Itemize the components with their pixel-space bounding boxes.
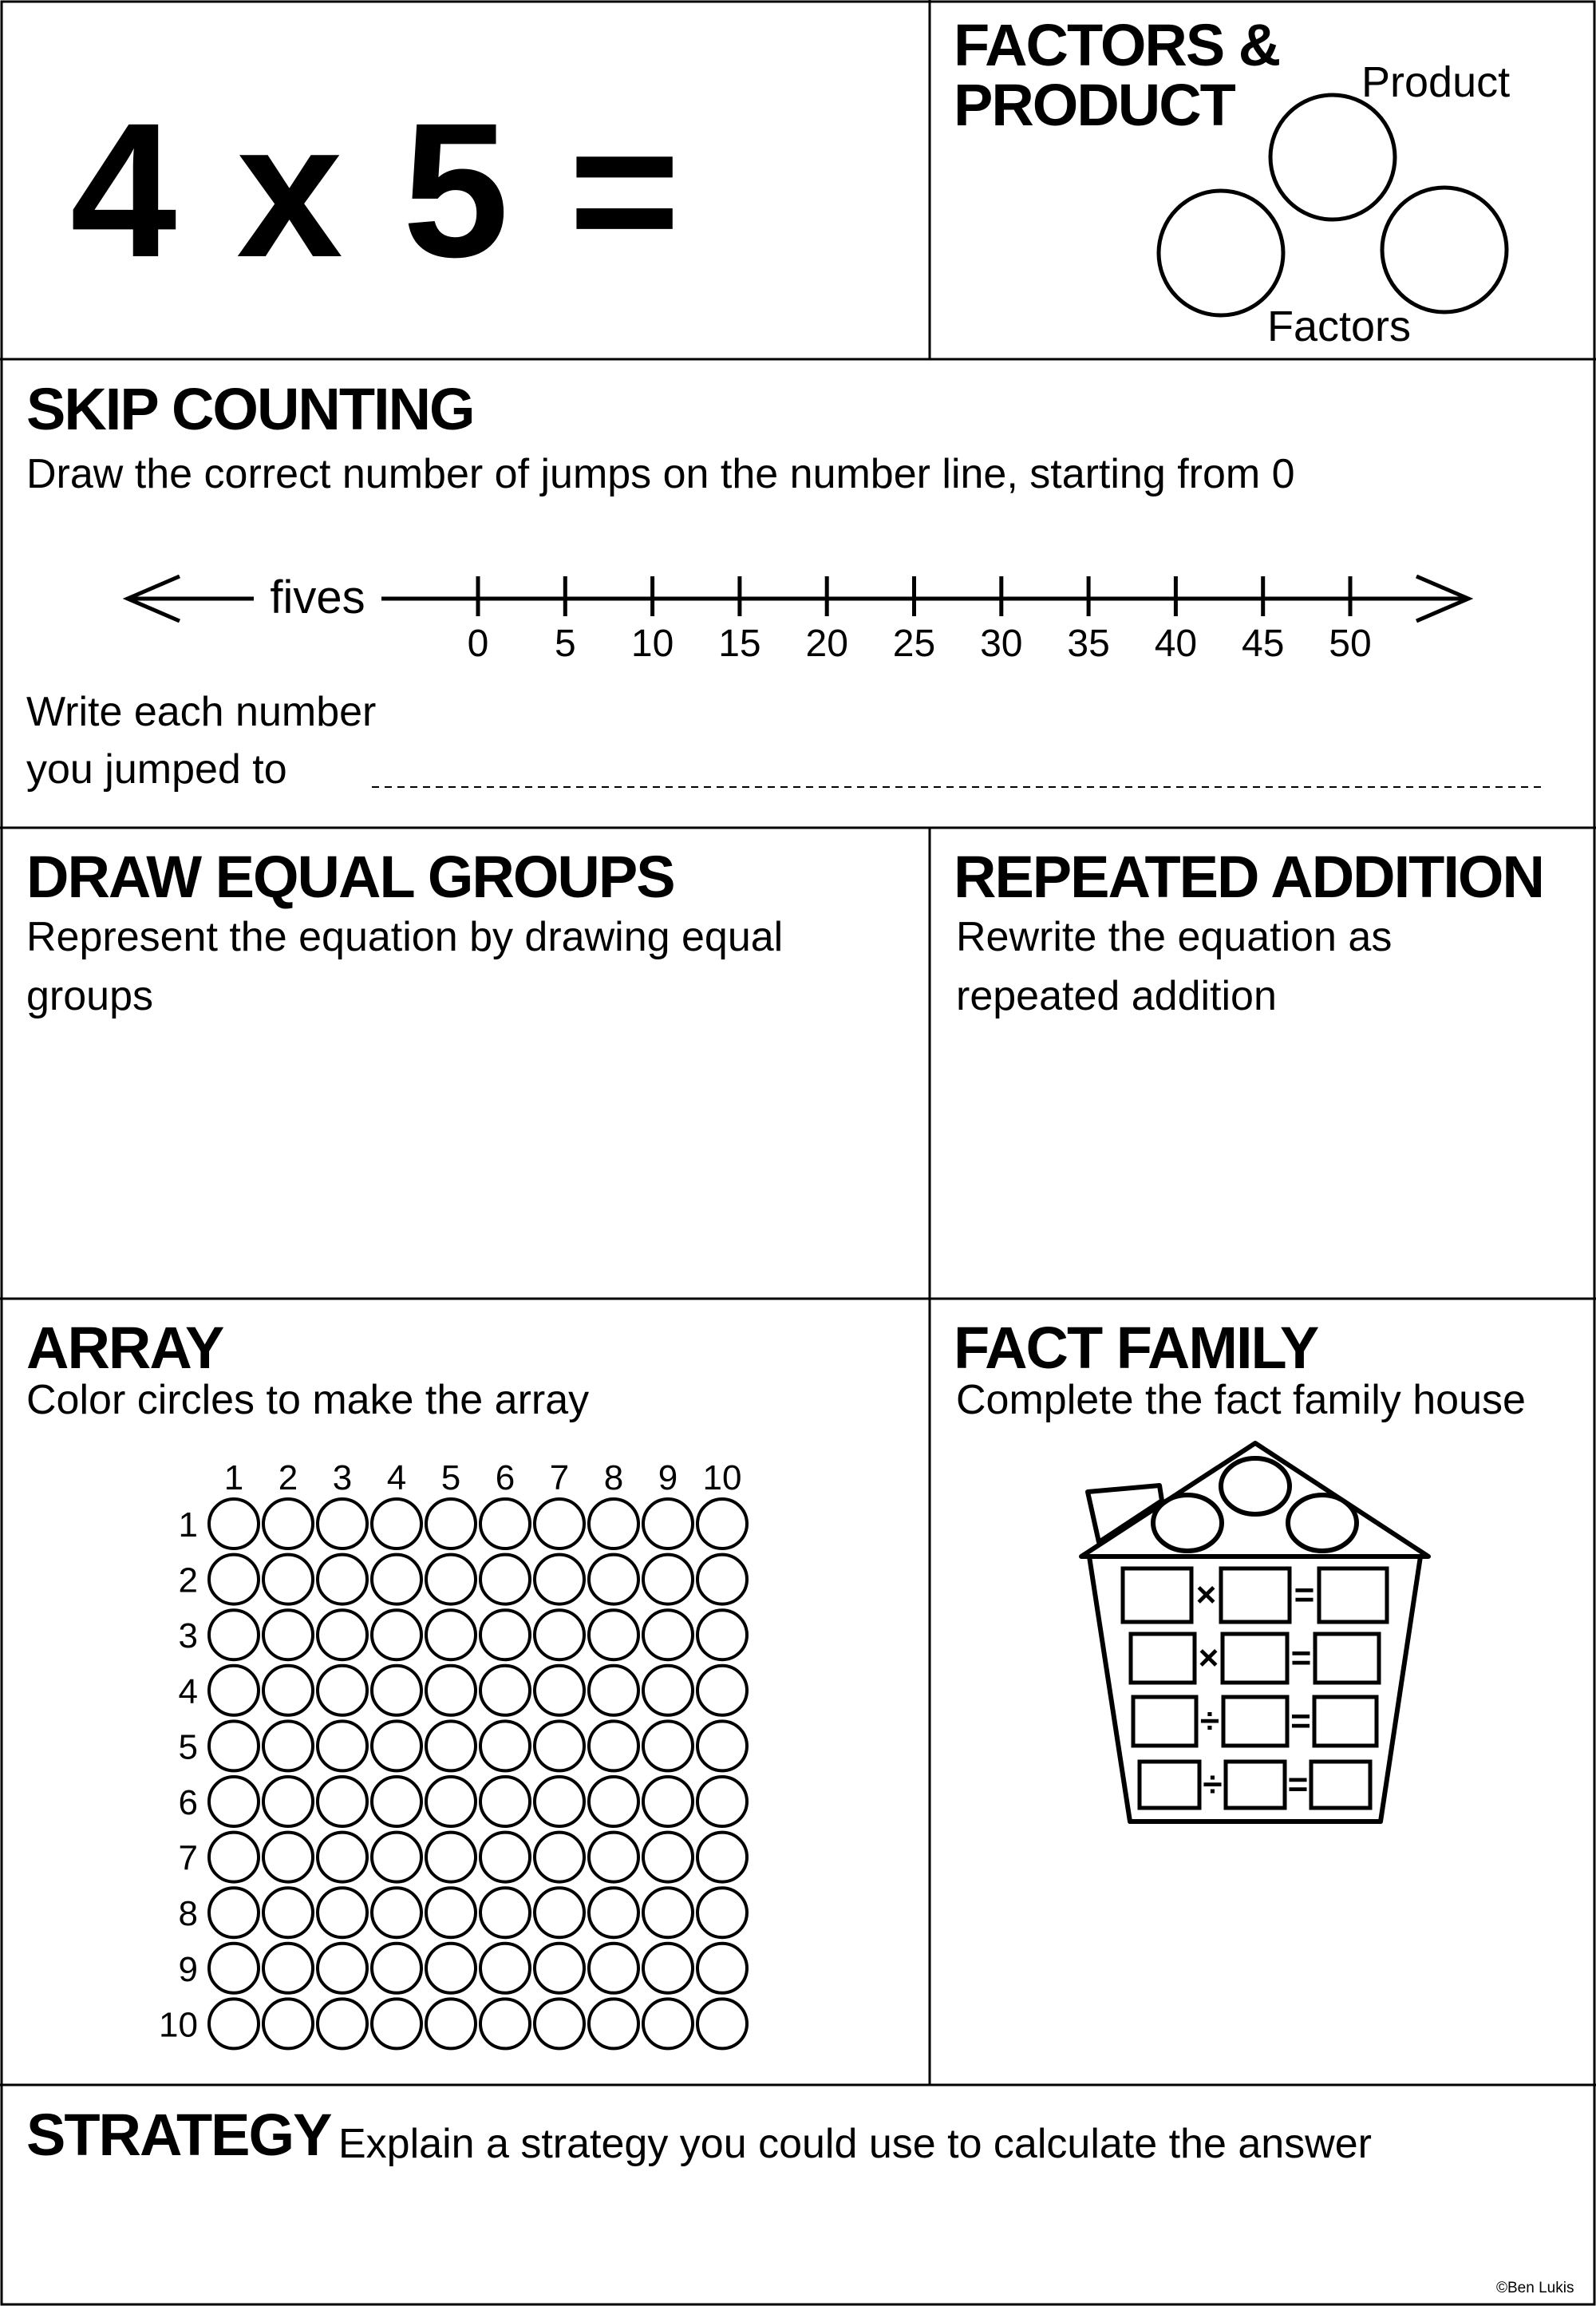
equal-groups-title: DRAW EQUAL GROUPS bbox=[26, 844, 674, 910]
array-circle[interactable] bbox=[697, 1610, 747, 1659]
equal-groups-line2: groups bbox=[26, 973, 153, 1019]
operator-symbol: ÷ bbox=[1203, 1765, 1223, 1804]
array-circle[interactable] bbox=[643, 1944, 693, 1993]
skip-counting-title: SKIP COUNTING bbox=[26, 376, 474, 442]
array-circle[interactable] bbox=[697, 1555, 747, 1604]
array-circle[interactable] bbox=[480, 1888, 530, 1937]
array-circle[interactable] bbox=[426, 1721, 476, 1770]
array-circle[interactable] bbox=[643, 1499, 693, 1549]
array-circle[interactable] bbox=[318, 1888, 367, 1937]
array-circle[interactable] bbox=[697, 1499, 747, 1549]
tick-label: 5 bbox=[554, 623, 576, 665]
array-circle[interactable] bbox=[372, 1833, 421, 1882]
repeated-addition-title: REPEATED ADDITION bbox=[954, 844, 1543, 910]
factor-circle[interactable] bbox=[1382, 188, 1507, 312]
fact-family-answer-box[interactable] bbox=[1226, 1762, 1285, 1808]
array-row-label: 3 bbox=[178, 1616, 198, 1656]
array-circle[interactable] bbox=[263, 1944, 313, 1993]
array-circle[interactable] bbox=[697, 1999, 747, 2048]
array-circle[interactable] bbox=[535, 1610, 584, 1659]
array-circle[interactable] bbox=[426, 1833, 476, 1882]
copyright: ©Ben Lukis bbox=[1496, 2280, 1574, 2296]
tick-label: 30 bbox=[980, 623, 1023, 665]
strategy-answer-area[interactable] bbox=[8, 2179, 1588, 2291]
array-title: ARRAY bbox=[26, 1315, 223, 1381]
array-circle[interactable] bbox=[589, 1499, 638, 1549]
equals-symbol: = bbox=[1287, 1765, 1309, 1804]
array-circle[interactable] bbox=[535, 1833, 584, 1882]
array-circle[interactable] bbox=[318, 1499, 367, 1549]
tick-label: 45 bbox=[1242, 623, 1285, 665]
array-circle[interactable] bbox=[372, 1555, 421, 1604]
array-circle[interactable] bbox=[372, 1888, 421, 1937]
array-circle[interactable] bbox=[372, 1777, 421, 1826]
array-circle[interactable] bbox=[589, 1555, 638, 1604]
array-circle[interactable] bbox=[589, 1833, 638, 1882]
array-circle[interactable] bbox=[372, 1944, 421, 1993]
array-circle[interactable] bbox=[426, 1944, 476, 1993]
fact-family-instruction: Complete the fact family house bbox=[956, 1377, 1526, 1423]
array-circle[interactable] bbox=[372, 1721, 421, 1770]
array-row-label: 1 bbox=[178, 1505, 198, 1545]
array-circle[interactable] bbox=[263, 1666, 313, 1715]
fact-family-title: FACT FAMILY bbox=[954, 1315, 1318, 1381]
factors-title-line2: PRODUCT bbox=[954, 72, 1235, 138]
array-circle[interactable] bbox=[263, 1610, 313, 1659]
product-circle[interactable] bbox=[1270, 95, 1395, 220]
array-circle[interactable] bbox=[480, 1721, 530, 1770]
equation: 4 x 5 = bbox=[70, 83, 684, 297]
array-column-label: 8 bbox=[603, 1458, 624, 1497]
number-line-label: fives bbox=[270, 572, 365, 623]
factor-circle[interactable] bbox=[1159, 191, 1283, 315]
array-circle[interactable] bbox=[209, 1610, 259, 1659]
write-label-line2: you jumped to bbox=[26, 746, 287, 793]
array-row-label: 6 bbox=[178, 1783, 198, 1822]
array-circle[interactable] bbox=[426, 1666, 476, 1715]
fact-family-answer-box[interactable] bbox=[1221, 1568, 1290, 1622]
array-circle[interactable] bbox=[589, 1777, 638, 1826]
array-circle[interactable] bbox=[209, 1555, 259, 1604]
factors-title-line1: FACTORS & bbox=[954, 12, 1280, 78]
array-circle[interactable] bbox=[263, 1777, 313, 1826]
array-circle[interactable] bbox=[209, 1666, 259, 1715]
tick-label: 15 bbox=[718, 623, 761, 665]
array-circle[interactable] bbox=[589, 1888, 638, 1937]
tick-label: 35 bbox=[1067, 623, 1110, 665]
array-circle[interactable] bbox=[209, 1888, 259, 1937]
array-circle[interactable] bbox=[426, 1499, 476, 1549]
equals-symbol: = bbox=[1290, 1638, 1312, 1678]
tick-label: 25 bbox=[892, 623, 936, 665]
array-circle[interactable] bbox=[209, 1721, 259, 1770]
equal-groups-drawing-area[interactable] bbox=[8, 1030, 918, 1293]
array-circle[interactable] bbox=[643, 1721, 693, 1770]
tick-label: 0 bbox=[467, 623, 489, 665]
fact-family-answer-box[interactable] bbox=[1133, 1697, 1196, 1746]
array-circle[interactable] bbox=[643, 1777, 693, 1826]
array-circle[interactable] bbox=[318, 1721, 367, 1770]
array-column-label: 4 bbox=[386, 1458, 407, 1497]
array-column-label: 3 bbox=[332, 1458, 353, 1497]
array-circle[interactable] bbox=[318, 1944, 367, 1993]
array-circle[interactable] bbox=[372, 1666, 421, 1715]
array-column-label: 1 bbox=[223, 1458, 244, 1497]
array-circle[interactable] bbox=[318, 1833, 367, 1882]
array-circle[interactable] bbox=[318, 1777, 367, 1826]
array-circle[interactable] bbox=[372, 1499, 421, 1549]
array-circle[interactable] bbox=[480, 1833, 530, 1882]
array-circle[interactable] bbox=[589, 1721, 638, 1770]
repeated-addition-answer-area[interactable] bbox=[938, 1030, 1588, 1293]
array-row-label: 4 bbox=[178, 1671, 198, 1711]
fact-family-answer-box[interactable] bbox=[1319, 1568, 1387, 1622]
array-circle[interactable] bbox=[426, 1777, 476, 1826]
fact-family-answer-box[interactable] bbox=[1315, 1634, 1379, 1683]
array-row-label: 8 bbox=[178, 1894, 198, 1934]
array-circle[interactable] bbox=[535, 1499, 584, 1549]
array-circle[interactable] bbox=[209, 1944, 259, 1993]
equals-symbol: = bbox=[1294, 1575, 1315, 1615]
array-column-label: 2 bbox=[278, 1458, 298, 1497]
array-circle[interactable] bbox=[209, 1999, 259, 2048]
array-column-label: 9 bbox=[658, 1458, 678, 1497]
fact-family-answer-box[interactable] bbox=[1131, 1634, 1195, 1683]
fact-family-answer-box[interactable] bbox=[1311, 1762, 1370, 1808]
array-circle[interactable] bbox=[643, 1555, 693, 1604]
array-row-label: 9 bbox=[178, 1949, 198, 1989]
array-row-label: 2 bbox=[178, 1560, 198, 1600]
array-circle[interactable] bbox=[209, 1833, 259, 1882]
factors-label: Factors bbox=[1267, 303, 1412, 350]
operator-symbol: × bbox=[1198, 1638, 1219, 1678]
array-circle[interactable] bbox=[480, 1999, 530, 2048]
tick-label: 10 bbox=[630, 623, 674, 665]
operator-symbol: ÷ bbox=[1199, 1701, 1220, 1741]
array-circle[interactable] bbox=[643, 1833, 693, 1882]
array-circle[interactable] bbox=[697, 1777, 747, 1826]
array-circle[interactable] bbox=[697, 1888, 747, 1937]
write-label-line1: Write each number bbox=[26, 689, 377, 735]
array-circle[interactable] bbox=[263, 1888, 313, 1937]
array-row-label: 7 bbox=[178, 1838, 198, 1878]
array-circle[interactable] bbox=[209, 1777, 259, 1826]
array-circle[interactable] bbox=[263, 1721, 313, 1770]
array-circle[interactable] bbox=[480, 1777, 530, 1826]
array-column-label: 5 bbox=[440, 1458, 461, 1497]
equals-symbol: = bbox=[1290, 1701, 1311, 1741]
fact-family-answer-box[interactable] bbox=[1223, 1697, 1287, 1746]
array-circle[interactable] bbox=[697, 1944, 747, 1993]
array-circle[interactable] bbox=[372, 1999, 421, 2048]
array-circle[interactable] bbox=[697, 1721, 747, 1770]
fact-family-answer-box[interactable] bbox=[1140, 1762, 1199, 1808]
array-circle[interactable] bbox=[589, 1610, 638, 1659]
array-circle[interactable] bbox=[535, 1944, 584, 1993]
array-circle[interactable] bbox=[535, 1888, 584, 1937]
array-circle[interactable] bbox=[535, 1999, 584, 2048]
array-circle[interactable] bbox=[643, 1610, 693, 1659]
array-circle[interactable] bbox=[426, 1888, 476, 1937]
array-circle[interactable] bbox=[589, 1666, 638, 1715]
array-circle[interactable] bbox=[535, 1777, 584, 1826]
equal-groups-line1: Represent the equation by drawing equal bbox=[26, 914, 784, 960]
strategy-title: STRATEGY bbox=[26, 2102, 331, 2168]
array-column-label: 7 bbox=[549, 1458, 570, 1497]
array-circle[interactable] bbox=[480, 1610, 530, 1659]
array-column-label: 10 bbox=[702, 1458, 742, 1497]
array-circle[interactable] bbox=[535, 1666, 584, 1715]
strategy-instruction: Explain a strategy you could use to calculate the answer bbox=[338, 2121, 1372, 2167]
repeated-addition-line1: Rewrite the equation as bbox=[956, 914, 1393, 960]
array-circle[interactable] bbox=[480, 1666, 530, 1715]
array-circle[interactable] bbox=[535, 1555, 584, 1604]
product-label: Product bbox=[1361, 58, 1511, 106]
array-row-label: 5 bbox=[178, 1727, 198, 1767]
tick-label: 20 bbox=[805, 623, 848, 665]
operator-symbol: × bbox=[1195, 1575, 1217, 1615]
array-circle[interactable] bbox=[643, 1999, 693, 2048]
array-circle[interactable] bbox=[643, 1888, 693, 1937]
array-circle[interactable] bbox=[697, 1833, 747, 1882]
array-circle[interactable] bbox=[426, 1610, 476, 1659]
array-circle[interactable] bbox=[589, 1944, 638, 1993]
array-circle[interactable] bbox=[426, 1555, 476, 1604]
array-circle[interactable] bbox=[480, 1944, 530, 1993]
array-circle[interactable] bbox=[372, 1610, 421, 1659]
array-circle[interactable] bbox=[480, 1555, 530, 1604]
array-circle[interactable] bbox=[643, 1666, 693, 1715]
array-row-label: 10 bbox=[159, 2005, 198, 2045]
array-circle[interactable] bbox=[209, 1499, 259, 1549]
array-instruction: Color circles to make the array bbox=[26, 1377, 590, 1423]
array-circle[interactable] bbox=[263, 1499, 313, 1549]
array-circle[interactable] bbox=[426, 1999, 476, 2048]
tick-label: 50 bbox=[1329, 623, 1372, 665]
fact-family-answer-box[interactable] bbox=[1223, 1634, 1287, 1683]
array-circle[interactable] bbox=[697, 1666, 747, 1715]
skip-counting-instruction: Draw the correct number of jumps on the number line, starting from 0 bbox=[26, 451, 1295, 497]
array-circle[interactable] bbox=[318, 1999, 367, 2048]
tick-label: 40 bbox=[1154, 623, 1198, 665]
array-column-label: 6 bbox=[495, 1458, 516, 1497]
array-circle[interactable] bbox=[318, 1666, 367, 1715]
fact-family-answer-box[interactable] bbox=[1314, 1697, 1377, 1746]
array-circle[interactable] bbox=[263, 1555, 313, 1604]
array-circle[interactable] bbox=[318, 1610, 367, 1659]
array-circle[interactable] bbox=[318, 1555, 367, 1604]
repeated-addition-line2: repeated addition bbox=[956, 973, 1277, 1019]
fact-family-answer-box[interactable] bbox=[1123, 1568, 1191, 1622]
array-circle[interactable] bbox=[263, 1999, 313, 2048]
array-circle[interactable] bbox=[480, 1499, 530, 1549]
array-circle[interactable] bbox=[589, 1999, 638, 2048]
array-circle[interactable] bbox=[263, 1833, 313, 1882]
array-circle[interactable] bbox=[535, 1721, 584, 1770]
